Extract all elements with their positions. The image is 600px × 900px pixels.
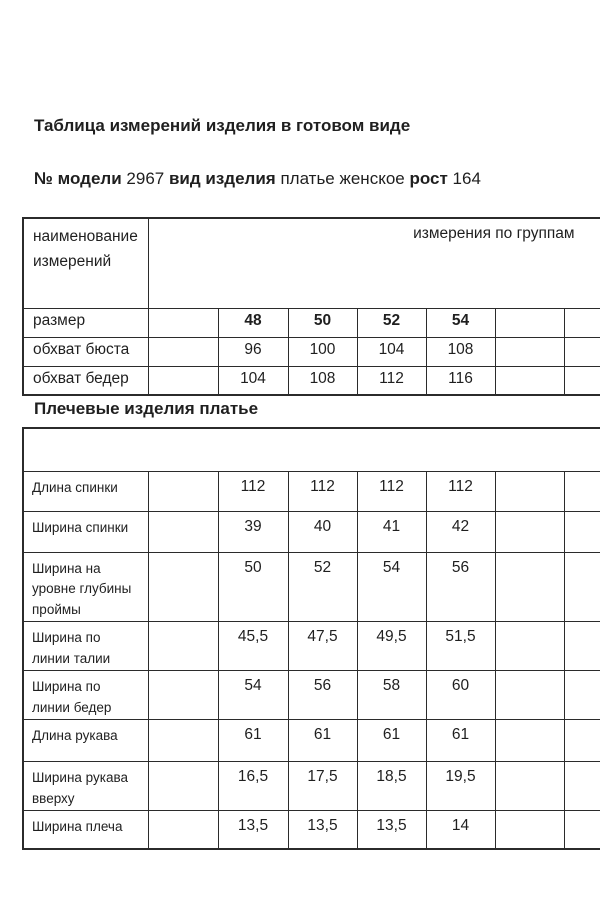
empty-cell bbox=[148, 511, 218, 552]
row-label-cell: Ширина спинки bbox=[23, 511, 148, 552]
empty-cell bbox=[564, 552, 600, 622]
row-label-cell: обхват бюста bbox=[23, 337, 148, 366]
value-cell: 58 bbox=[357, 671, 426, 720]
value-cell: 112 bbox=[426, 471, 495, 511]
empty-cell bbox=[495, 761, 564, 810]
empty-cell bbox=[495, 671, 564, 720]
empty-cell bbox=[148, 366, 218, 395]
table-row bbox=[23, 471, 600, 511]
empty-cell bbox=[564, 719, 600, 761]
empty-cell bbox=[564, 511, 600, 552]
table-row bbox=[23, 552, 600, 622]
height-value: 164 bbox=[452, 169, 481, 188]
value-cell: 112 bbox=[288, 471, 357, 511]
value-cell: 54 bbox=[218, 671, 288, 720]
value-cell: 104 bbox=[357, 337, 426, 366]
row-label-cell: Ширина плеча bbox=[23, 810, 148, 849]
shoulder-items-table-wrap bbox=[22, 427, 600, 850]
value-cell: 13,5 bbox=[288, 810, 357, 849]
value-cell: 42 bbox=[426, 511, 495, 552]
table-row bbox=[23, 366, 600, 395]
empty-cell bbox=[148, 671, 218, 720]
model-number-label: № модели bbox=[34, 169, 122, 188]
row-label-cell: Ширина по линии талии bbox=[23, 622, 148, 671]
empty-cell bbox=[148, 471, 218, 511]
row-label-cell: Длина спинки bbox=[23, 471, 148, 511]
value-cell: 14 bbox=[426, 810, 495, 849]
empty-cell bbox=[148, 761, 218, 810]
value-cell: 19,5 bbox=[426, 761, 495, 810]
row-label-cell: Длина рукава bbox=[23, 719, 148, 761]
empty-cell bbox=[564, 308, 600, 337]
value-cell: 61 bbox=[357, 719, 426, 761]
value-cell: 112 bbox=[357, 471, 426, 511]
empty-cell bbox=[564, 366, 600, 395]
empty-cell bbox=[564, 671, 600, 720]
value-cell: 40 bbox=[288, 511, 357, 552]
empty-cell bbox=[495, 471, 564, 511]
empty-cell bbox=[148, 337, 218, 366]
value-cell: 61 bbox=[218, 719, 288, 761]
row-label-cell: Ширина рукава вверху bbox=[23, 761, 148, 810]
model-number-value: 2967 bbox=[126, 169, 165, 188]
row-label-cell: Ширина на уровне глубины проймы bbox=[23, 552, 148, 622]
value-cell: 61 bbox=[426, 719, 495, 761]
empty-cell bbox=[564, 337, 600, 366]
table-row bbox=[23, 308, 600, 337]
value-cell: 49,5 bbox=[357, 622, 426, 671]
value-cell: 17,5 bbox=[288, 761, 357, 810]
value-cell: 100 bbox=[288, 337, 357, 366]
value-cell: 45,5 bbox=[218, 622, 288, 671]
value-cell: 13,5 bbox=[218, 810, 288, 849]
value-cell: 108 bbox=[426, 337, 495, 366]
empty-cell bbox=[495, 337, 564, 366]
header-name-cell: наименование измерений bbox=[23, 218, 148, 308]
value-cell: 54 bbox=[426, 308, 495, 337]
empty-cell bbox=[148, 622, 218, 671]
row-label-cell: размер bbox=[23, 308, 148, 337]
empty-cell bbox=[495, 552, 564, 622]
value-cell: 52 bbox=[288, 552, 357, 622]
empty-cell bbox=[148, 308, 218, 337]
value-cell: 50 bbox=[218, 552, 288, 622]
model-info-line bbox=[34, 169, 481, 189]
empty-cell bbox=[495, 366, 564, 395]
section-title: Плечевые изделия платье bbox=[34, 399, 259, 418]
empty-cell bbox=[564, 471, 600, 511]
value-cell: 52 bbox=[357, 308, 426, 337]
value-cell: 104 bbox=[218, 366, 288, 395]
value-cell: 61 bbox=[288, 719, 357, 761]
empty-cell bbox=[564, 761, 600, 810]
value-cell: 112 bbox=[357, 366, 426, 395]
value-cell: 116 bbox=[426, 366, 495, 395]
empty-cell bbox=[495, 622, 564, 671]
empty-cell bbox=[148, 552, 218, 622]
table-row bbox=[23, 511, 600, 552]
value-cell: 112 bbox=[218, 471, 288, 511]
empty-cell bbox=[564, 810, 600, 849]
row-label-cell: обхват бедер bbox=[23, 366, 148, 395]
empty-cell bbox=[148, 719, 218, 761]
table-row bbox=[23, 337, 600, 366]
value-cell: 16,5 bbox=[218, 761, 288, 810]
page-title: Таблица измерений изделия в готовом виде bbox=[34, 116, 411, 135]
table-row bbox=[23, 810, 600, 849]
table-header-row bbox=[23, 218, 600, 308]
value-cell: 18,5 bbox=[357, 761, 426, 810]
value-cell: 39 bbox=[218, 511, 288, 552]
value-cell: 96 bbox=[218, 337, 288, 366]
value-cell: 54 bbox=[357, 552, 426, 622]
empty-cell bbox=[564, 622, 600, 671]
height-label: рост bbox=[409, 169, 448, 188]
value-cell: 50 bbox=[288, 308, 357, 337]
table-row bbox=[23, 671, 600, 720]
empty-header-cell bbox=[23, 428, 600, 471]
empty-header-row bbox=[23, 428, 600, 471]
product-type-value: платье женское bbox=[280, 169, 405, 188]
value-cell: 108 bbox=[288, 366, 357, 395]
value-cell: 13,5 bbox=[357, 810, 426, 849]
product-type-label: вид изделия bbox=[168, 169, 276, 188]
empty-cell bbox=[495, 308, 564, 337]
value-cell: 48 bbox=[218, 308, 288, 337]
table-row bbox=[23, 622, 600, 671]
finished-measurements-table-wrap bbox=[22, 217, 600, 396]
row-label-cell: Ширина по линии бедер bbox=[23, 671, 148, 720]
header-groups-cell: измерения по группам bbox=[148, 218, 600, 308]
value-cell: 41 bbox=[357, 511, 426, 552]
value-cell: 56 bbox=[288, 671, 357, 720]
empty-cell bbox=[148, 810, 218, 849]
shoulder-items-table bbox=[22, 427, 600, 850]
empty-cell bbox=[495, 511, 564, 552]
value-cell: 60 bbox=[426, 671, 495, 720]
value-cell: 47,5 bbox=[288, 622, 357, 671]
value-cell: 56 bbox=[426, 552, 495, 622]
empty-cell bbox=[495, 810, 564, 849]
finished-measurements-table bbox=[22, 217, 600, 396]
empty-cell bbox=[495, 719, 564, 761]
table-row bbox=[23, 761, 600, 810]
value-cell: 51,5 bbox=[426, 622, 495, 671]
table-row bbox=[23, 719, 600, 761]
